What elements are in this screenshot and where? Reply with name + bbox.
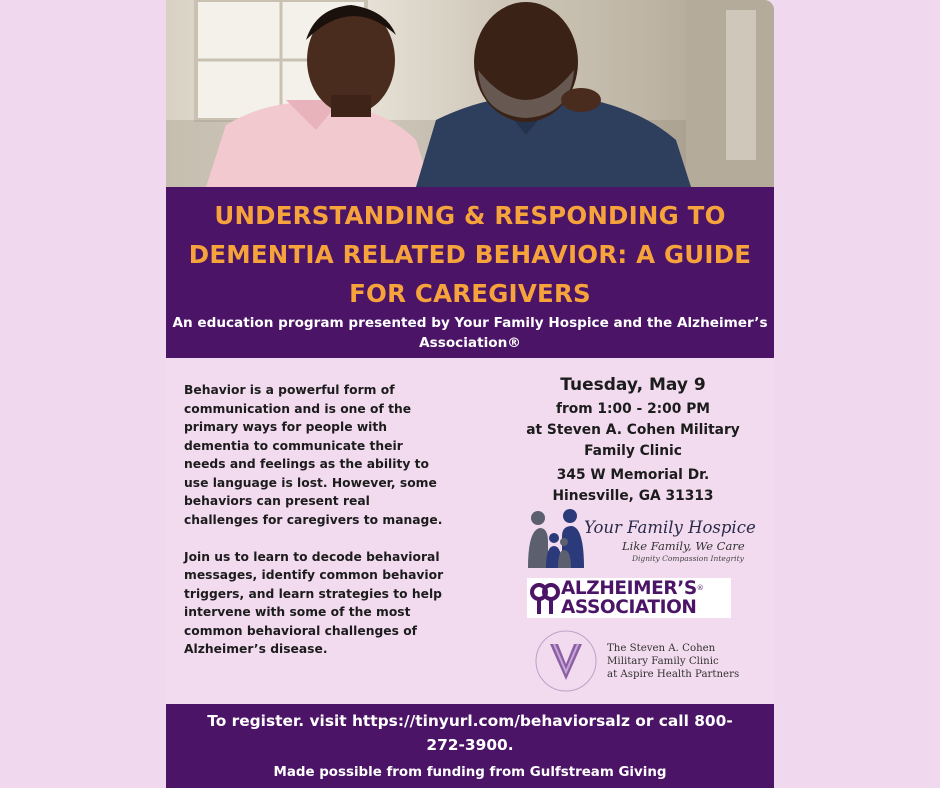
event-details <box>518 373 748 507</box>
registration-line-2: 272-3900. <box>426 736 514 754</box>
title-line-3: FOR CAREGIVERS <box>349 279 591 308</box>
description <box>184 381 446 677</box>
alz-registered-mark: ® <box>696 584 704 592</box>
alz-wordmark <box>561 579 729 617</box>
family-figures-icon <box>526 508 586 570</box>
yfh-tagline: Like Family, We Care <box>622 539 745 553</box>
event-location-line-2: Family Clinic <box>584 443 682 459</box>
title-line-2: DEMENTIA RELATED BEHAVIOR: A GUIDE <box>188 240 752 269</box>
alzheimers-association-logo <box>527 578 731 618</box>
photo-illustration <box>166 0 774 187</box>
cohen-line-2: Military Family Clinic <box>607 656 719 667</box>
yfh-values: Dignity Compassion Integrity <box>632 554 744 563</box>
description-paragraph-1: Behavior is a powerful form of communication and is one of the primary ways for people with dementia to communicate their needs and feelings as the ability to use language is lost. However, some behaviors can present real challenges for caregivers to manage. <box>184 383 443 527</box>
subtitle-line-1: An education program presented by Your Family Hospice and the Alzheimer’s <box>172 315 768 331</box>
funding-note: Made possible from funding from Gulfstream Giving <box>273 765 667 780</box>
cohen-clinic-name <box>607 642 739 681</box>
event-time: from 1:00 - 2:00 PM <box>555 401 711 417</box>
event-date: Tuesday, May 9 <box>560 375 706 395</box>
alz-line-1: ALZHEIMER’S <box>561 578 697 599</box>
registration-line-1: To register. visit https://tinyurl.com/behaviorsalz or call 800- <box>207 712 733 730</box>
cohen-clinic-logo <box>532 628 742 694</box>
alzheimers-symbol-icon <box>529 580 561 616</box>
cohen-line-1: The Steven A. Cohen <box>607 643 716 654</box>
cohen-line-3: at Aspire Health Partners <box>607 669 740 680</box>
yfh-name: Your Family Hospice <box>584 518 756 537</box>
description-paragraph-2: Join us to learn to decode behavioral messages, identify common behavior triggers, and learn strategies to help intervene with some of the most common behavioral challenges of Alzheimer’s disease. <box>184 549 444 656</box>
your-family-hospice-logo <box>526 508 756 570</box>
title-band <box>166 187 774 358</box>
event-street: 345 W Memorial Dr. <box>556 467 710 483</box>
alz-line-2: ASSOCIATION <box>561 597 697 618</box>
cohen-veterans-network-seal-icon <box>532 628 600 694</box>
title-line-1: UNDERSTANDING & RESPONDING TO <box>214 201 726 230</box>
footer-band <box>166 704 774 788</box>
subtitle-line-2: Association® <box>419 335 521 351</box>
registration-info <box>172 709 768 757</box>
hero-photo <box>166 0 774 187</box>
flyer <box>166 0 774 788</box>
event-location-line-1: at Steven A. Cohen Military <box>526 422 740 438</box>
event-city: Hinesville, GA 31313 <box>552 488 714 504</box>
event-subtitle <box>170 313 770 353</box>
event-title <box>166 196 774 313</box>
